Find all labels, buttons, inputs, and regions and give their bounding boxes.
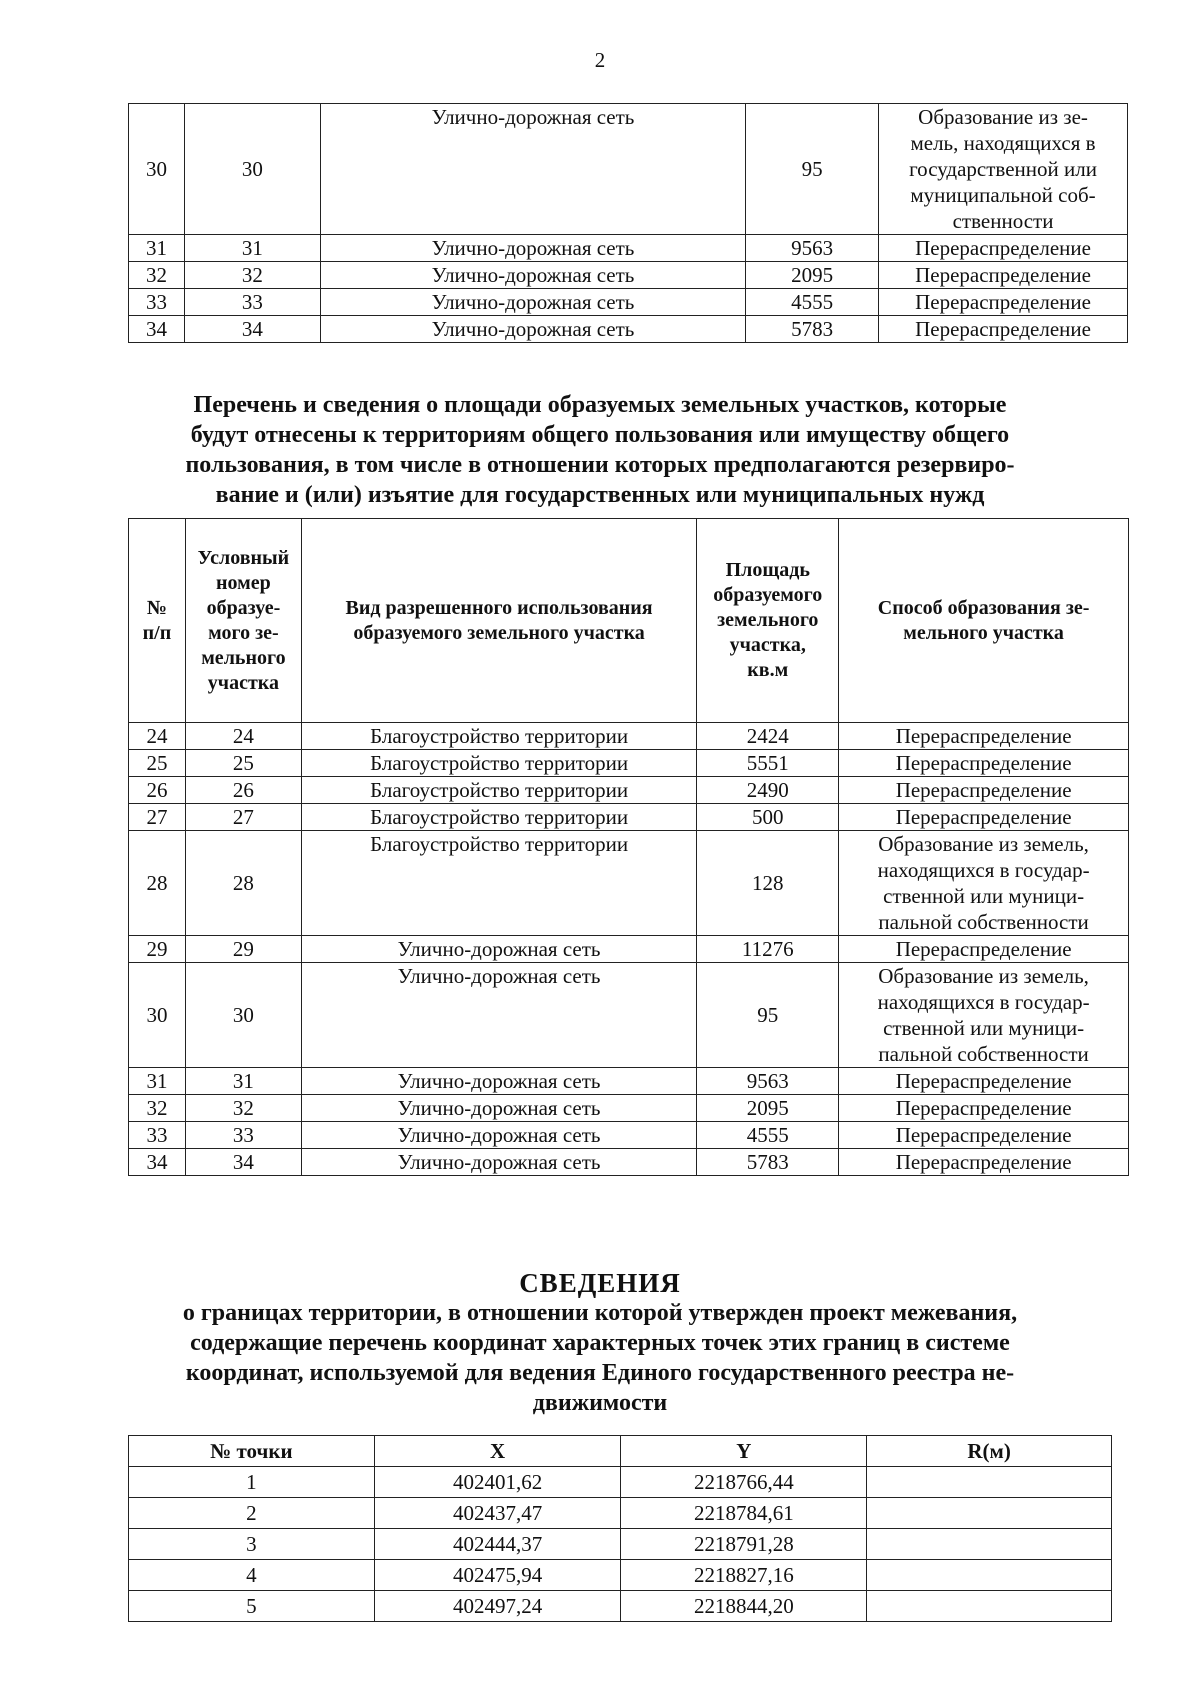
header-text-line: Способ образования зе- [877,596,1090,619]
cell-formation-method: Перераспределение [839,723,1129,750]
cell-area: 95 [697,963,839,1068]
header-text [190,546,297,696]
formation-method-text-line: Образование из земель, [878,832,1089,856]
header-area [697,519,839,723]
cell-conditional-number: 31 [185,1068,301,1095]
cell-area: 9563 [697,1068,839,1095]
header-text-line: образуе- [206,596,281,619]
land-plots-table [128,518,1129,1176]
cell-area: 2095 [746,262,879,289]
boundaries-heading-text-line: координат, используемой для ведения Единого государственного реестра не- [185,1360,1015,1386]
cell-number: 27 [129,804,186,831]
table-row [129,777,1129,804]
cell-conditional-number: 28 [185,831,301,936]
cell-permitted-use: Улично-дорожная сеть [301,1122,696,1149]
table-row [129,316,1128,343]
cell-y: 2218827,16 [621,1560,867,1591]
table-row [129,1068,1129,1095]
cell-area: 2095 [697,1095,839,1122]
cell-permitted-use: Улично-дорожная сеть [301,963,696,1068]
cell-conditional-number: 30 [184,104,320,235]
cell-formation-method: Перераспределение [839,1149,1129,1176]
cell-formation-method: Перераспределение [839,777,1129,804]
formation-method-text-line: пальной собственности [878,1042,1089,1066]
cell-y: 2218791,28 [621,1529,867,1560]
cell-x: 402437,47 [374,1498,621,1529]
cell-conditional-number: 29 [185,936,301,963]
cell-conditional-number: 27 [185,804,301,831]
formation-method-text-line: ственной или муници- [883,884,1085,908]
header-text-line: мого зе- [208,621,279,644]
cell-conditional-number: 31 [184,235,320,262]
cell-permitted-use: Благоустройство территории [301,777,696,804]
list-heading-text-line: будут отнесены к территориям общего пользования или имуществу общего [190,422,1010,448]
header-text-line: мельного участка [903,621,1064,644]
header-text-line: земельного [717,609,819,631]
table-row [129,1095,1129,1122]
cell-conditional-number: 33 [184,289,320,316]
header-text-line: участка, [729,634,806,656]
cell-formation-method: Перераспределение [839,1095,1129,1122]
boundaries-heading [0,1268,1200,1418]
formation-method-text-line: находящихся в государ- [877,990,1090,1014]
coordinate-row [129,1498,1112,1529]
coordinate-row [129,1591,1112,1622]
table-row [129,1122,1129,1149]
cell-formation-method: Перераспределение [839,804,1129,831]
cell-area: 4555 [746,289,879,316]
header-text-line: образуемого земельного участка [353,621,645,644]
cell-permitted-use: Улично-дорожная сеть [301,1095,696,1122]
cell-y: 2218766,44 [621,1467,867,1498]
header-text [306,596,692,646]
cell-area: 5551 [697,750,839,777]
header-text-line: номер [216,571,271,594]
table-row [129,804,1129,831]
list-heading-text-line: Перечень и сведения о площади образуемых земельных участков, которые [193,392,1007,418]
cell-permitted-use: Улично-дорожная сеть [301,936,696,963]
cell-x: 402444,37 [374,1529,621,1560]
header-radius: R(м) [867,1436,1112,1467]
cell-number: 31 [129,235,185,262]
cell-conditional-number: 33 [185,1122,301,1149]
coordinates-table [128,1435,1112,1622]
header-text-line: образуемого [713,584,823,606]
list-heading [0,390,1200,510]
header-formation-method [839,519,1129,723]
cell-permitted-use: Улично-дорожная сеть [301,1068,696,1095]
table-row [129,104,1128,235]
cell-formation-method [879,104,1128,235]
cell-area: 2424 [697,723,839,750]
cell-formation-method [839,831,1129,936]
formation-method-text-line: находящихся в государ- [877,858,1090,882]
cell-permitted-use: Благоустройство территории [301,750,696,777]
formation-method-text-line: государственной или [909,157,1097,181]
table-row [129,262,1128,289]
cell-conditional-number: 25 [185,750,301,777]
cell-radius [867,1560,1112,1591]
cell-area: 500 [697,804,839,831]
list-heading-text-line: пользования, в том числе в отношении которых предполагаются резервиро- [185,452,1015,478]
cell-number: 33 [129,1122,186,1149]
cell-permitted-use: Улично-дорожная сеть [320,289,745,316]
cell-x: 402401,62 [374,1467,621,1498]
cell-area: 95 [746,104,879,235]
cell-permitted-use: Благоустройство территории [301,723,696,750]
header-text-line: № [146,596,168,619]
header-text-line: участка [207,671,279,694]
cell-conditional-number: 30 [185,963,301,1068]
cell-formation-method [839,963,1129,1068]
cell-area: 4555 [697,1122,839,1149]
formation-method-text [843,963,1124,1067]
cell-permitted-use: Благоустройство территории [301,831,696,936]
cell-point-number: 2 [129,1498,375,1529]
cell-number: 34 [129,316,185,343]
cell-conditional-number: 24 [185,723,301,750]
table-row [129,289,1128,316]
cell-formation-method: Перераспределение [839,750,1129,777]
boundaries-heading-text-line: движимости [532,1390,668,1416]
boundaries-title: СВЕДЕНИЯ [519,1268,681,1298]
page-number: 2 [594,48,606,72]
formation-method-text-line: пальной собственности [878,910,1089,934]
cell-conditional-number: 32 [184,262,320,289]
header-text-line: п/п [142,621,172,644]
cell-conditional-number: 32 [185,1095,301,1122]
cell-x: 402497,24 [374,1591,621,1622]
table-row [129,723,1129,750]
table-row [129,1149,1129,1176]
cell-number: 29 [129,936,186,963]
table-row [129,831,1129,936]
cell-permitted-use: Улично-дорожная сеть [320,235,745,262]
coordinate-row [129,1529,1112,1560]
cell-formation-method: Перераспределение [879,262,1128,289]
cell-number: 30 [129,104,185,235]
list-heading-text [0,390,1200,510]
header-conditional-number [185,519,301,723]
header-number [129,519,186,723]
cell-x: 402475,94 [374,1560,621,1591]
cell-point-number: 1 [129,1467,375,1498]
table-row [129,235,1128,262]
cell-y: 2218784,61 [621,1498,867,1529]
cell-permitted-use: Улично-дорожная сеть [301,1149,696,1176]
cell-point-number: 4 [129,1560,375,1591]
cell-number: 34 [129,1149,186,1176]
cell-radius [867,1467,1112,1498]
cell-point-number: 5 [129,1591,375,1622]
formation-method-text [843,831,1124,935]
header-permitted-use [301,519,696,723]
header-x: X [374,1436,621,1467]
cell-number: 25 [129,750,186,777]
cell-number: 26 [129,777,186,804]
formation-method-text [883,104,1123,234]
cell-area: 11276 [697,936,839,963]
cell-permitted-use: Благоустройство территории [301,804,696,831]
cell-area: 5783 [697,1149,839,1176]
header-text [701,558,834,683]
header-y: Y [621,1436,867,1467]
continuation-table [128,103,1128,343]
header-text-line: Вид разрешенного использования [345,596,653,619]
header-text-line: кв.м [747,659,789,681]
table-row [129,936,1129,963]
cell-permitted-use: Улично-дорожная сеть [320,316,745,343]
cell-number: 33 [129,289,185,316]
cell-area: 9563 [746,235,879,262]
boundaries-heading-text [0,1298,1200,1418]
cell-area: 5783 [746,316,879,343]
cell-radius [867,1498,1112,1529]
formation-method-text-line: мель, находящихся в [910,131,1096,155]
formation-method-text-line: ственности [952,209,1054,233]
boundaries-heading-text-line: о границах территории, в отношении которой утвержден проект межевания, [182,1300,1018,1326]
cell-number: 30 [129,963,186,1068]
list-heading-text-line: вание и (или) изъятие для государственных или муниципальных нужд [215,482,985,508]
cell-radius [867,1591,1112,1622]
cell-number: 24 [129,723,186,750]
formation-method-text-line: Образование из земель, [878,964,1089,988]
header-point-number: № точки [129,1436,375,1467]
cell-permitted-use: Улично-дорожная сеть [320,262,745,289]
cell-formation-method: Перераспределение [879,316,1128,343]
header-text-line: мельного [201,646,286,669]
cell-number: 32 [129,1095,186,1122]
cell-number: 31 [129,1068,186,1095]
cell-formation-method: Перераспределение [879,235,1128,262]
cell-conditional-number: 26 [185,777,301,804]
header-text-line: Площадь [725,559,810,581]
formation-method-text-line: ственной или муници- [883,1016,1085,1040]
cell-point-number: 3 [129,1529,375,1560]
cell-number: 28 [129,831,186,936]
cell-area: 2490 [697,777,839,804]
cell-permitted-use: Улично-дорожная сеть [320,104,745,235]
table-row [129,750,1129,777]
coordinate-row [129,1467,1112,1498]
header-text [843,596,1124,646]
cell-formation-method: Перераспределение [839,1068,1129,1095]
table-row [129,963,1129,1068]
cell-y: 2218844,20 [621,1591,867,1622]
cell-formation-method: Перераспределение [879,289,1128,316]
header-text-line: Условный [197,546,290,569]
cell-formation-method: Перераспределение [839,936,1129,963]
formation-method-text-line: Образование из зе- [918,105,1088,129]
formation-method-text-line: муниципальной соб- [910,183,1096,207]
header-text [133,596,181,646]
cell-radius [867,1529,1112,1560]
cell-conditional-number: 34 [184,316,320,343]
cell-area: 128 [697,831,839,936]
boundaries-heading-text-line: содержащие перечень координат характерных точек этих границ в системе [190,1330,1010,1356]
coordinate-row [129,1560,1112,1591]
cell-conditional-number: 34 [185,1149,301,1176]
cell-formation-method: Перераспределение [839,1122,1129,1149]
cell-number: 32 [129,262,185,289]
